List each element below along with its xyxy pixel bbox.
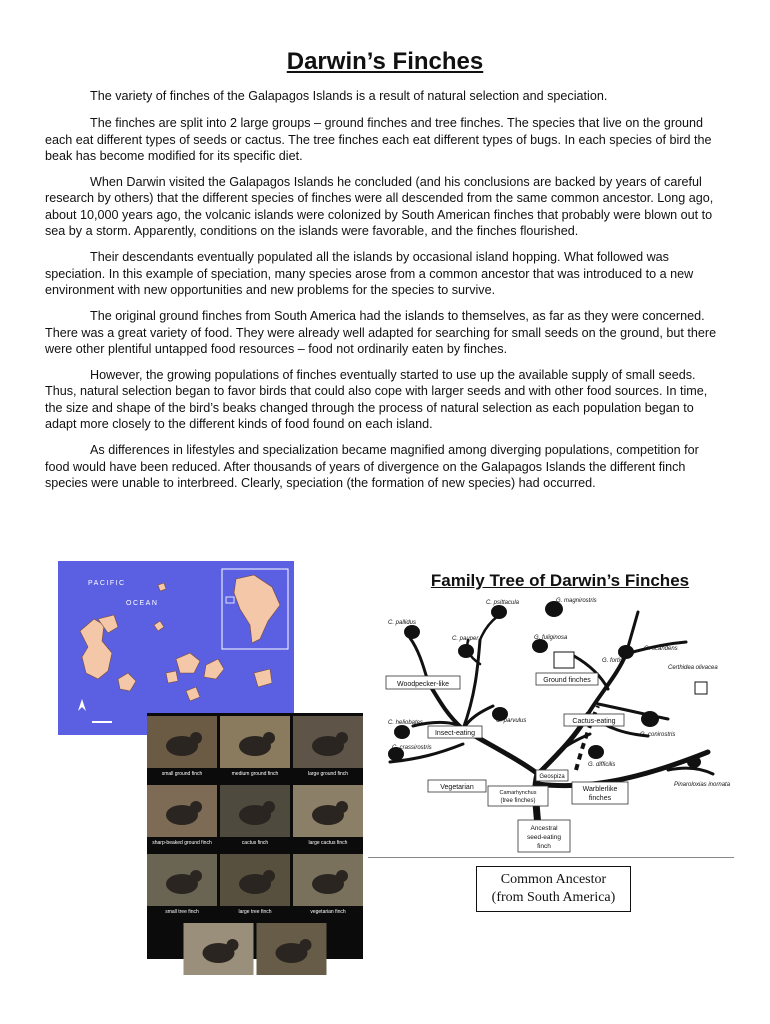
finch-bird-head [190,870,202,882]
label-c-pallidus: C. pallidus [388,620,417,626]
finch-bird-head [336,870,348,882]
group-ground-finches: Ground finches [543,677,591,684]
galapagos-map [58,561,294,735]
group-vegetarian: Vegetarian [440,784,474,791]
common-ancestor-box [476,866,631,912]
paragraph-speciation: As differences in lifestyles and specialization became magnified among diverging populations, competition for food would have been reduced. After thousands of years of divergence on the Galapagos Islands the different finch species were unable to interbreed. Clearly, speciation (the formation of new species) had occurred. [45,443,699,490]
finch-photo-caption: large tree finch [238,909,272,915]
finch-photo-caption: sharp-beaked ground finch [152,840,212,846]
finch-bird-head [190,801,202,813]
finch-photo-caption: small tree finch [165,909,199,915]
finch-bird-head [263,732,275,744]
group-finch: finch [537,843,551,850]
article-body [45,88,725,501]
finch-photo-caption: cactus finch [241,840,269,846]
common-ancestor-label: Common Ancestor [500,872,607,887]
label-certhidea-olivacea: Certhidea olivacea [668,665,718,671]
group-tree-finches: (tree finches) [500,798,536,804]
group-cactus-eating: Cactus-eating [572,718,616,725]
group-ancestral: Ancestral [530,825,558,832]
finch-bird-head [300,939,312,951]
paragraph-intro: The variety of finches of the Galapagos Islands is a result of natural selection and speciation. [90,89,608,103]
finch-bird-head [227,939,239,951]
label-g-difficilis: G. difficilis [588,762,616,768]
finch-bird-head [336,732,348,744]
finch-photo-caption: large ground finch [307,771,349,777]
label-g-conirostris: G. conirostris [640,732,676,738]
group-warblerlike-finches: finches [588,795,612,802]
finch-photo-caption: large cactus finch [308,840,348,846]
map-ocean-label-1: PACIFIC [88,580,126,587]
page-title: Darwin’s Finches [286,48,484,75]
label-c-pauper: C. pauper [452,636,479,642]
label-g-fuliginosa: G. fuliginosa [534,635,568,641]
common-ancestor-origin: (from South America) [491,890,616,905]
label-c-heliobates: C. heliobates [388,720,424,726]
tree-divider [368,857,734,858]
paragraph-groups: The finches are split into 2 large groups – ground finches and tree finches. The species that live on the ground each eat different types of seeds or cactus. The tree finches each eat different types of bugs. In each species of bird the beak has become modified for its specific diet. [45,116,712,163]
label-g-magnirostris: G. magnirostris [556,598,597,604]
group-geospiza: Geospiza [539,774,565,780]
map-ocean-label-2: OCEAN [126,600,159,607]
group-woodpecker-like: Woodpecker-like [396,681,450,688]
label-pinaroloxias-inornata: Pinaroloxias inornata [674,782,731,788]
finch-photo-caption: small ground finch [161,771,203,777]
family-tree-diagram [368,594,732,856]
paragraph-darwin: When Darwin visited the Galapagos Islands he concluded (and his conclusions are backed by years of careful research by others) that the different species of finches were all descended from the same common ancestor. Long ago, about 10,000 years ago, the volcanic islands were colonized by South American finches that probably were blown out to sea by a storm. Apparently, conditions on the islands were favorable, and the finches flourished. [45,175,714,239]
group-warblerlike: Warblerlike [582,786,618,793]
finch-bird-head [263,801,275,813]
finch-photo-caption: vegetarian finch [310,909,346,915]
group-seed-eating: seed-eating [527,834,561,841]
label-c-crassirostris: C. crassirostris [392,745,432,751]
paragraph-selection: However, the growing populations of finches eventually started to use up the available supply of small seeds. Thus, natural selection began to favor birds that could also cope with larger seeds and with other food sources. In time, the size and shape of the bird’s beaks changed through the process of natural selection as each population began to adapt more closely to the different kinds of food found on each island. [45,368,708,432]
finch-photo-caption: warbler finch [277,978,306,984]
group-insect-eating: Insect-eating [434,730,476,737]
finch-photo-caption: medium ground finch [231,771,279,777]
finch-bird-head [190,732,202,744]
finch-bird-head [336,801,348,813]
paragraph-descendants: Their descendants eventually populated all the islands by occasional island hopping. What followed was speciation. In this example of speciation, many species arose from a common ancestor that was introduced to a new environment with new opportunities and new problems for the species to survive. [45,250,694,297]
label-c-parvulus: C. parvulus [496,718,527,724]
label-c-psittacula: C. psittacula [486,600,520,606]
finch-photo-grid [147,713,363,984]
label-g-fortis: G. fortis [602,658,624,664]
family-tree-title: Family Tree of Darwin’s Finches [430,571,690,590]
label-g-scandens: G. scandens [644,646,678,652]
paragraph-ground-finches: The original ground finches from South America had the islands to themselves, as far as they were concerned. There was a great variety of food. They were already well adapted for searching for small seeds on the ground, but there were other plentiful untapped food resources – food not ordinarily eaten by finches. [45,309,717,356]
finch-bird-head [263,870,275,882]
finch-photo-caption: woodpecker finch [199,978,238,984]
group-camarhynchus: Camarhynchus [499,790,537,796]
